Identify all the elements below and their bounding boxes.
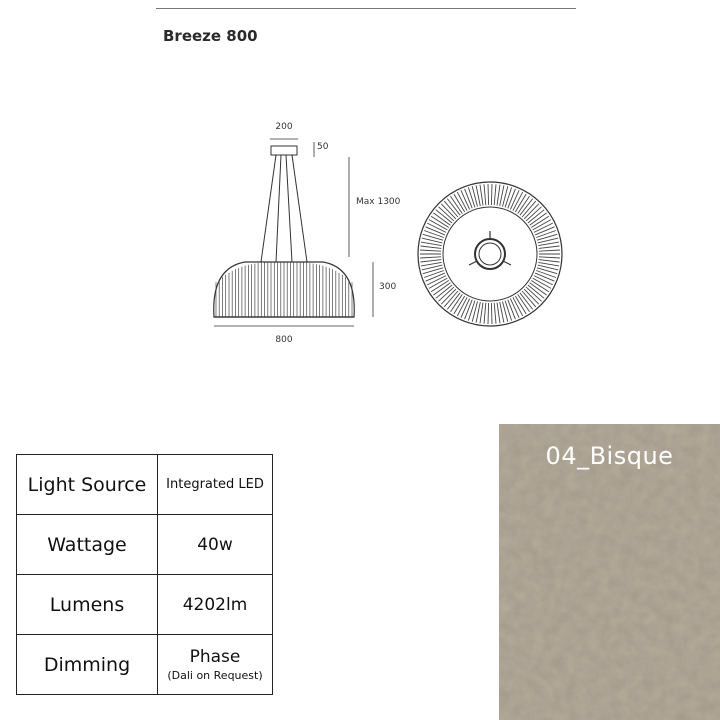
spec-row [17, 515, 273, 575]
radial-fin [497, 185, 500, 206]
spec-row [17, 575, 273, 635]
radial-fin [480, 303, 483, 324]
radial-fin [536, 231, 556, 238]
spec-value-cell [158, 635, 273, 695]
radial-fin [480, 185, 483, 206]
radial-fin [491, 184, 492, 205]
radial-fin [484, 303, 486, 324]
color-swatch [499, 424, 720, 720]
radial-fin [421, 262, 442, 266]
shade-width-label: 800 [275, 335, 293, 345]
spec-table [16, 454, 273, 695]
radial-fin [538, 262, 559, 266]
spec-label: Lumens [17, 575, 158, 635]
drop-label: Max 1300 [356, 197, 401, 207]
radial-fin [494, 303, 496, 324]
radial-fin [420, 250, 441, 251]
radial-fin [488, 303, 489, 324]
spec-label: Wattage [17, 515, 158, 575]
suspension-wires [261, 155, 307, 262]
top-view [418, 182, 562, 326]
canopy-outline [271, 146, 297, 155]
radial-fin [465, 300, 473, 320]
radial-fin [424, 231, 444, 238]
canopy-height-label: 50 [317, 142, 329, 152]
radial-fin [536, 271, 556, 278]
spec-value: 40w [158, 515, 273, 575]
radial-fin [539, 257, 560, 258]
shade-height-label: 300 [379, 282, 397, 292]
radial-fin [505, 187, 512, 207]
radial-fin [488, 184, 489, 205]
radial-fin [420, 257, 441, 258]
radial-fin [424, 271, 444, 278]
canopy-width-label: 200 [275, 122, 293, 132]
radial-fin [491, 303, 492, 324]
product-title: Breeze 800 [163, 27, 258, 45]
spec-note: (Dali on Request) [167, 669, 263, 682]
radial-fin [539, 250, 560, 251]
radial-fin [468, 187, 475, 207]
radial-fin [494, 184, 496, 205]
swatch-label: 04_Bisque [545, 442, 674, 470]
radial-fin [539, 260, 560, 262]
radial-fin [421, 242, 442, 246]
spec-row [17, 455, 273, 515]
spec-label: Dimming [17, 635, 158, 695]
spec-value: Integrated LED [158, 455, 273, 515]
spec-label: Light Source [17, 455, 158, 515]
radial-fin [465, 189, 473, 209]
radial-fin [539, 246, 560, 248]
radial-fin [421, 246, 442, 248]
radial-fin [508, 189, 516, 209]
radial-fin [505, 301, 512, 321]
radial-fin [538, 242, 559, 246]
spec-row [17, 635, 273, 695]
radial-fin [484, 184, 486, 205]
spec-value: Phase [189, 647, 241, 667]
spec-value: 4202lm [158, 575, 273, 635]
radial-fin [421, 260, 442, 262]
radial-fin [468, 301, 475, 321]
radial-fin [497, 303, 500, 324]
radial-fin [508, 300, 516, 320]
shade-ribs [216, 262, 352, 317]
